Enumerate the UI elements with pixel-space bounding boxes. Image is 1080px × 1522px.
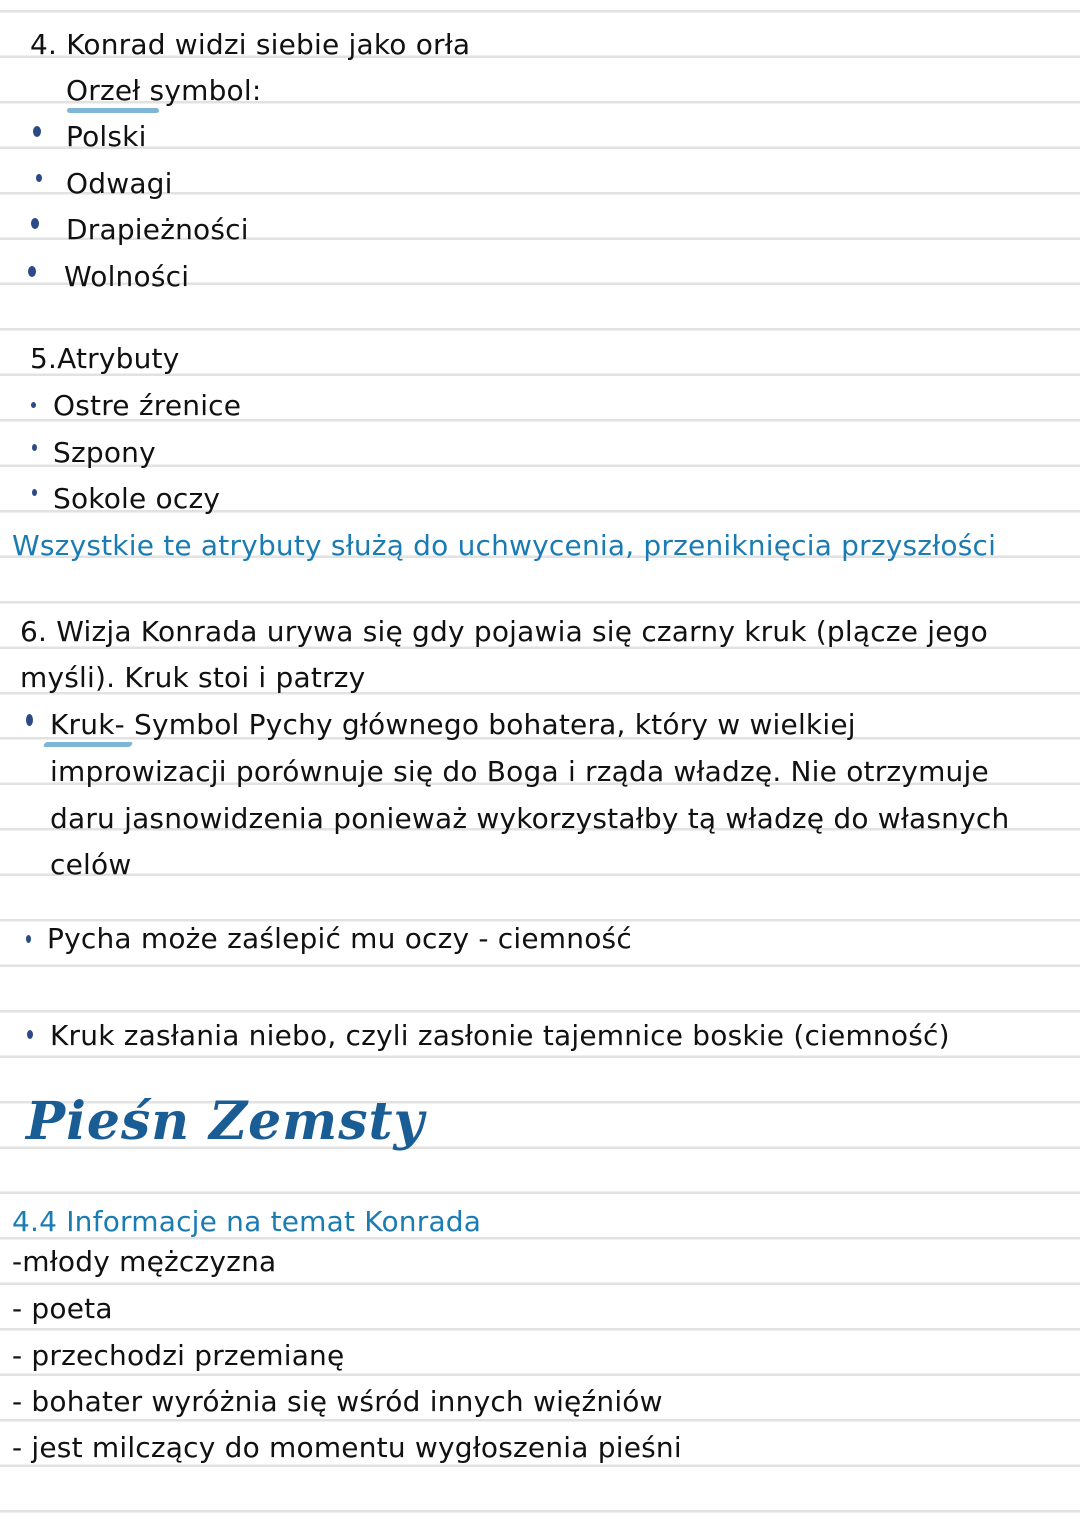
list-item: - bohater wyróżnia się wśród innych więźniów	[12, 1385, 663, 1418]
kruk-line1	[50, 708, 856, 742]
section5-heading: 5.Atrybuty	[30, 342, 180, 375]
bullet-icon	[26, 935, 31, 943]
kruk-highlight	[43, 742, 134, 747]
kruk-line2: improwizacji porównuje się do Boga i rząda władzę. Nie otrzymuje	[50, 755, 989, 788]
section4-heading: 4. Konrad widzi siebie jako orła	[30, 28, 471, 61]
piesn-subtitle: 4.4 Informacje na temat Konrada	[12, 1205, 482, 1238]
list-item: Drapieżności	[66, 213, 249, 246]
list-item: Sokole oczy	[53, 482, 221, 515]
piesn-title: Pieśn Zemsty	[26, 1091, 425, 1152]
bullet-icon	[33, 126, 41, 137]
section6-intro-line2: myśli). Kruk stoi i patrzy	[20, 661, 366, 694]
kruk-line1-text: Symbol Pychy głównego bohatera, który w wielkiej	[124, 708, 856, 741]
kruk-line4: celów	[50, 848, 132, 881]
section5-summary: Wszystkie te atrybuty służą do uchwycenia, przeniknięcia przyszłości	[12, 529, 997, 562]
list-item: -młody mężczyzna	[12, 1245, 277, 1278]
list-item: Odwagi	[66, 167, 173, 200]
symbol-label: symbol:	[140, 74, 262, 107]
bullet-icon	[32, 489, 37, 496]
kruk-sky-line: Kruk zasłania niebo, czyli zasłonie tajemnice boskie (ciemność)	[50, 1019, 950, 1052]
bullet-icon	[28, 266, 36, 277]
kruk-label: Kruk-	[50, 708, 125, 741]
orzel-word: Orzeł	[66, 74, 141, 107]
bullet-icon	[36, 174, 42, 182]
bullet-icon	[26, 714, 33, 726]
bullet-icon	[32, 444, 37, 451]
list-item: - przechodzi przemianę	[12, 1339, 345, 1372]
list-item: - jest milczący do momentu wygłoszenia pieśni	[12, 1431, 682, 1464]
orzel-highlight	[67, 108, 159, 113]
section6-intro-line1: 6. Wizja Konrada urywa się gdy pojawia się czarny kruk (plącze jego	[20, 615, 988, 648]
bullet-icon	[31, 402, 36, 408]
list-item: Szpony	[53, 436, 156, 469]
bullet-icon	[31, 218, 39, 229]
bullet-icon	[27, 1030, 33, 1039]
kruk-line3: daru jasnowidzenia ponieważ wykorzystałby tą władzę do własnych	[50, 802, 1010, 835]
pycha-line: Pycha może zaślepić mu oczy - ciemność	[47, 922, 632, 955]
section4-subheading	[66, 74, 262, 108]
list-item: Ostre źrenice	[53, 389, 242, 422]
list-item: - poeta	[12, 1292, 113, 1325]
list-item: Wolności	[64, 260, 190, 293]
list-item: Polski	[66, 120, 147, 153]
